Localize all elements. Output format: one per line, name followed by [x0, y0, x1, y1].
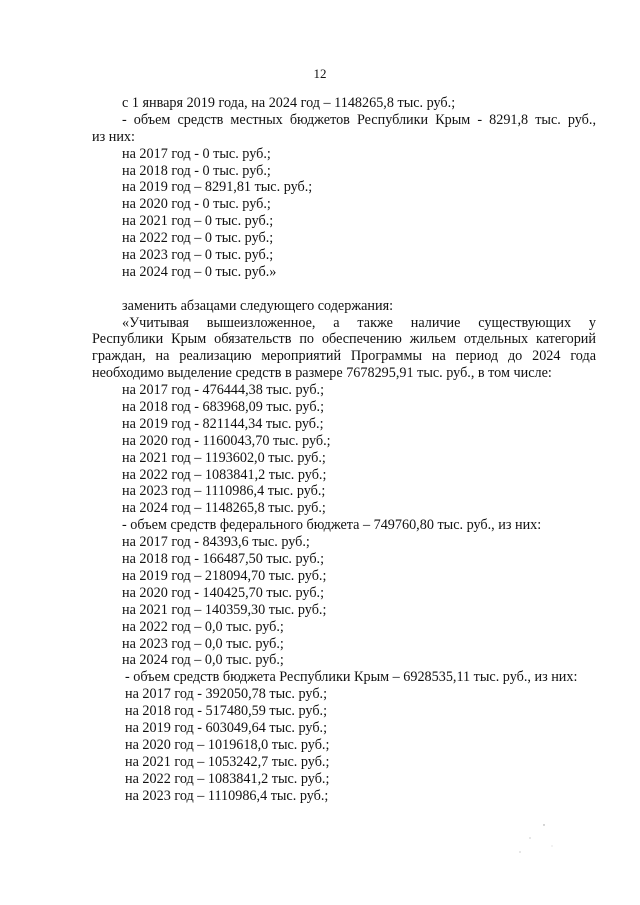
- text-line: на 2023 год – 1110986,4 тыс. руб.;: [125, 787, 329, 804]
- text-line: на 2018 год - 166487,50 тыс. руб.;: [122, 551, 325, 568]
- text-line: на 2020 год – 1019618,0 тыс. руб.;: [125, 736, 330, 753]
- text-line: на 2022 год – 0,0 тыс. руб.;: [122, 618, 284, 635]
- text-line: на 2021 год – 1193602,0 тыс. руб.;: [122, 449, 326, 466]
- text-line: на 2024 год – 0 тыс. руб.»: [122, 263, 277, 280]
- text-line: на 2017 год - 476444,38 тыс. руб.;: [122, 382, 325, 399]
- text-line: на 2017 год - 392050,78 тыс. руб.;: [125, 686, 328, 703]
- text-line: граждан, на реализацию мероприятий Программы на период до 2024 года: [92, 348, 596, 365]
- blank-line: [92, 281, 596, 298]
- text-line: на 2021 год – 140359,30 тыс. руб.;: [122, 601, 327, 618]
- text-line: на 2020 год - 0 тыс. руб.;: [122, 196, 271, 213]
- text-line: на 2024 год – 0,0 тыс. руб.;: [122, 652, 284, 669]
- text-line: - объем средств федерального бюджета – 749760,80 тыс. руб., из них:: [122, 517, 542, 534]
- text-line: на 2023 год – 0 тыс. руб.;: [122, 247, 274, 264]
- text-line: на 2023 год – 1110986,4 тыс. руб.;: [122, 483, 326, 500]
- document-body: [92, 95, 596, 804]
- text-line: на 2018 год - 517480,59 тыс. руб.;: [125, 703, 328, 720]
- text-line: на 2024 год – 1148265,8 тыс. руб.;: [122, 500, 326, 517]
- text-line: на 2022 год – 1083841,2 тыс. руб.;: [125, 770, 330, 787]
- text-line: на 2019 год – 8291,81 тыс. руб.;: [122, 179, 313, 196]
- text-line: из них:: [92, 128, 135, 145]
- text-line: на 2022 год – 0 тыс. руб.;: [122, 230, 274, 247]
- text-line: на 2018 год - 683968,09 тыс. руб.;: [122, 399, 325, 416]
- text-line: на 2019 год - 603049,64 тыс. руб.;: [125, 719, 328, 736]
- page-number: 12: [313, 66, 327, 81]
- text-line: на 2020 год - 1160043,70 тыс. руб.;: [122, 432, 331, 449]
- text-line: на 2023 год – 0,0 тыс. руб.;: [122, 635, 284, 652]
- text-line: - объем средств бюджета Республики Крым – 6928535,11 тыс. руб., из них:: [125, 669, 578, 686]
- text-line: на 2020 год - 140425,70 тыс. руб.;: [122, 584, 325, 601]
- text-line: на 2017 год - 0 тыс. руб.;: [122, 145, 271, 162]
- text-line: на 2017 год - 84393,6 тыс. руб.;: [122, 534, 310, 551]
- scan-specks: [500, 820, 560, 860]
- text-line: на 2019 год – 218094,70 тыс. руб.;: [122, 567, 327, 584]
- text-line: на 2021 год – 0 тыс. руб.;: [122, 213, 274, 230]
- text-line: на 2021 год – 1053242,7 тыс. руб.;: [125, 753, 330, 770]
- text-line: Республики Крым обязательств по обеспечению жильем отдельных категорий: [92, 331, 596, 348]
- text-line: на 2019 год - 821144,34 тыс. руб.;: [122, 415, 324, 432]
- text-line: на 2022 год – 1083841,2 тыс. руб.;: [122, 466, 327, 483]
- text-line: «Учитывая вышеизложенное, а также наличие существующих у: [122, 314, 596, 331]
- text-line: с 1 января 2019 года, на 2024 год – 1148265,8 тыс. руб.;: [122, 95, 456, 111]
- text-line: - объем средств местных бюджетов Республики Крым - 8291,8 тыс. руб.,: [122, 111, 596, 128]
- text-line: заменить абзацами следующего содержания:: [122, 297, 394, 314]
- text-line: необходимо выделение средств в размере 7678295,91 тыс. руб., в том числе:: [92, 365, 552, 382]
- text-line: на 2018 год - 0 тыс. руб.;: [122, 162, 271, 179]
